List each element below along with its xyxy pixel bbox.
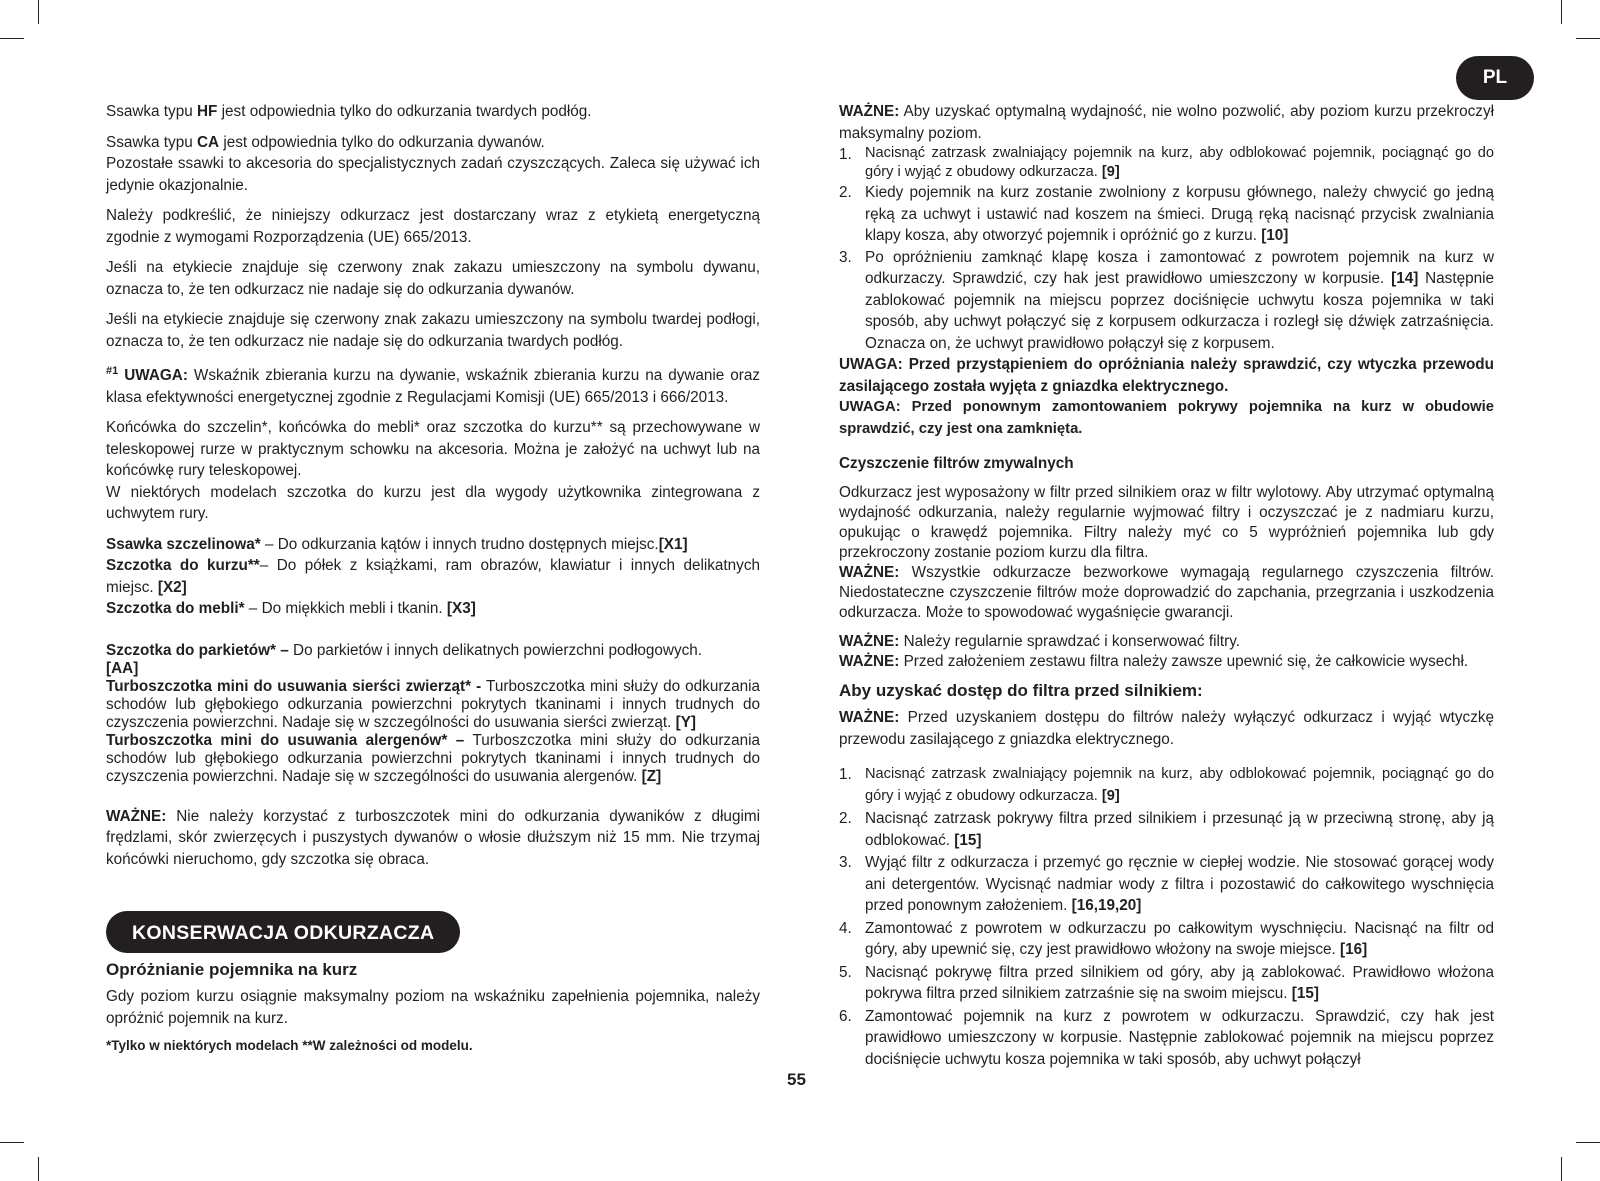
paragraph-filters-important: WAŻNE: Wszystkie odkurzacze bezworkowe wymagają regularnego czyszczenia filtrów. Niedostateczne czyszczenie filtrów może doprowadzić do zapchania, przegrzania i uszkodzenia odkurzacza. Może to spowodować wygaśnięcie gwarancji. <box>839 564 1494 621</box>
paragraph-hf: Ssawka typu HF jest odpowiednia tylko do odkurzania twardych podłóg. <box>106 103 592 120</box>
list-item: 6. Zamontować pojemnik na kurz z powrotem w odkurzaczu. Sprawdzić, czy hak jest prawidłowo umieszczony w korpusie. Następnie zablokować pojemnik na miejscu poprzez dociśnięcie uchwytu kosza pojemnika w taki sposób, aby uchwyt połączył <box>839 1007 1494 1068</box>
heading-access-filter: Aby uzyskać dostęp do filtra przed silnikiem: <box>839 681 1203 700</box>
crop-mark <box>38 1157 39 1181</box>
steps-filter-list <box>839 764 1494 1070</box>
paragraph-integrated-brush: W niektórych modelach szczotka do kurzu jest dla wygody użytkownika zintegrowana z uchwytem rury. <box>106 483 760 523</box>
paragraph-filter-dry: WAŻNE: Przed założeniem zestawu filtra należy zawsze upewnić się, że całkowicie wysechł. <box>839 653 1469 670</box>
steps-empty-list <box>839 144 1494 354</box>
list-item: 2. Kiedy pojemnik na kurz zostanie zwolniony z korpusu głównego, należy chwycić go jedną ręką za uchwyt i ustawić nad koszem na śmieci. Drugą ręką nacisnąć przycisk zwalniania klapy kosza, aby otworzyć pojemnik i opróżnić go z kurzu. [10] <box>839 184 1494 244</box>
accessory-crevice: Ssawka szczelinowa* – Do odkurzania kątów i innych trudno dostępnych miejsc.[X1] <box>106 535 688 553</box>
paragraph-empty-container: Gdy poziom kurzu osiągnie maksymalny poziom na wskaźniku zapełnienia pojemnika, należy opróżnić pojemnik na kurz. <box>106 988 760 1027</box>
list-item: 1. Nacisnąć zatrzask zwalniający pojemnik na kurz, aby odblokować pojemnik, pociągnąć go do góry i wyjąć z obudowy odkurzacza. [9] <box>839 766 1494 804</box>
left-column <box>106 101 760 1057</box>
language-tab: PL <box>1456 56 1534 100</box>
accessory-parquet-brush: Szczotka do parkietów* – Do parkietów i innych delikatnych powierzchni podłogowych. [AA] <box>106 641 702 677</box>
list-item: 5. Nacisnąć pokrywę filtra przed silnikiem od góry, aby ją zablokować. Prawidłowo włożona pokrywa filtra przed silnikiem zatrzaśnie się na swoim miejscu. [15] <box>839 963 1494 1002</box>
right-column <box>839 101 1494 1071</box>
crop-mark <box>0 1142 24 1143</box>
paragraph-access-important: WAŻNE: Przed uzyskaniem dostępu do filtrów należy wyłączyć odkurzacz i wyjąć wtyczkę przewodu zasilającego z gniazdka elektrycznego. <box>839 709 1494 748</box>
crop-mark <box>1561 1157 1562 1181</box>
paragraph-important-max-level: WAŻNE: Aby uzyskać optymalną wydajność, nie wolno pozwolić, aby poziom kurzu przekroczył maksymalny poziom. <box>839 103 1494 142</box>
footnote: *Tylko w niektórych modelach **W zależności od modelu. <box>106 1038 473 1054</box>
paragraph-floor-sign: Jeśli na etykiecie znajduje się czerwony znak zakazu umieszczony na symbolu twardej podłogi, oznacza to, że ten odkurzacz nie nadaje się do odkurzania twardych podłóg. <box>106 311 760 350</box>
list-item: 3. Wyjąć filtr z odkurzacza i przemyć go ręcznie w ciepłej wodzie. Nie stosować gorącej wody ani detergentów. Wycisnąć nadmiar wody z filtra i pozostawić do całkowitego wyschnięcia przed ponownym założeniem. [16,19,20] <box>839 854 1494 914</box>
filters-block <box>839 483 1494 672</box>
paragraph-carpet-sign: Jeśli na etykiecie znajduje się czerwony znak zakazu umieszczony na symbolu dywanu, oznacza to, że ten odkurzacz nie nadaje się do odkurzania dywanów. <box>106 259 760 298</box>
section-banner: KONSERWACJA ODKURZACZA <box>106 911 460 953</box>
paragraph-energy-label: Należy podkreślić, że niniejszy odkurzacz jest dostarczany wraz z etykietą energetyczną zgodnie z wymogami Rozporządzenia (UE) 665/2013. <box>106 207 760 246</box>
crop-mark <box>38 0 39 24</box>
heading-empty-container: Opróżnianie pojemnika na kurz <box>106 960 358 980</box>
paragraph-check-filters: WAŻNE: Należy regularnie sprawdzać i konserwować filtry. <box>839 633 1240 650</box>
crop-mark <box>1561 0 1562 24</box>
accessory-pet-turbo-brush: Turboszczotka mini do usuwania sierści zwierząt* - Turboszczotka mini służy do odkurzania schodów lub głębokiego odkurzania powierzchni pokrytych tkaninami i innych trudnych do czyszczenia powierzchni. Nadaje się w szczególności do usuwania sierści zwierząt. [Y] <box>106 677 760 731</box>
list-item: 3. Po opróżnieniu zamknąć klapę kosza i zamontować z powrotem pojemnik na kurz w odkurzaczy. Sprawdzić, czy hak jest prawidłowo umieszczony w korpusie. [14] Następnie zablokować pojemnik na miejscu poprzez dociśnięcie uchwytu kosza pojemnika w taki sposób, aby uchwyt połączyć się z korpusem odkurzacza i rozległ się dźwięk zatrzaśnięcia. Oznacza on, że uchwyt prawidłowo połączył się z korpusem. <box>839 248 1494 352</box>
paragraph-filters: Odkurzacz jest wyposażony w filtr przed silnikiem oraz w filtr wylotowy. Aby utrzymać optymalną wydajność odkurzania, należy regularnie wyjmować filtry i oczyszczać je z nadmiaru kurzu, opukując o krawędź pojemnika. Filtry należy myć co 5 wypróżnień pojemnika lub gdy przekroczony zostanie poziom kurzu dla filtra. <box>839 484 1494 561</box>
crop-mark <box>1576 38 1600 39</box>
paragraph-accessory-storage: Końcówka do szczelin*, końcówka do mebli* oraz szczotka do kurzu** są przechowywane w teleskopowej rurze w praktycznym schowku na akcesoria. Można je założyć na uchwyt lub na końcówkę rury teleskopowej. <box>106 419 760 480</box>
page-number: 55 <box>787 1070 806 1089</box>
accessory-allergen-turbo-brush: Turboszczotka mini do usuwania alergenów* – Turboszczotka mini służy do odkurzania schodów lub głębokiego odkurzania powierzchni pokrytych tkaninami i innych trudnych do czyszczenia powierzchni. Nadaje się w szczególności do usuwania alergenów. [Z] <box>106 731 760 785</box>
paragraph-ca: Ssawka typu CA jest odpowiednia tylko do odkurzania dywanów. Pozostałe ssawki to akcesoria do specjalistycznych zadań czyszczących. Zaleca się używać ich jedynie okazjonalnie. <box>106 133 760 194</box>
accessory-dust-brush: Szczotka do kurzu**– Do półek z książkami, ram obrazów, klawiatur i innych delikatnych miejsc. [X2] <box>106 557 760 596</box>
accessory-furniture-brush: Szczotka do mebli* – Do miękkich mebli i tkanin. [X3] <box>106 600 476 618</box>
list-item: 4. Zamontować z powrotem w odkurzaczu po całkowitym wyschnięciu. Nacisnąć na filtr od góry, aby upewnić się, czy jest prawidłowo włożony na swoje miejsce. [16] <box>839 919 1494 958</box>
list-item: 2. Nacisnąć zatrzask pokrywy filtra przed silnikiem i przesunąć ją w przeciwną stronę, aby ją odblokować. [15] <box>839 810 1494 849</box>
crop-mark <box>1576 1142 1600 1143</box>
note-cover-closed: UWAGA: Przed ponownym zamontowaniem pokrywy pojemnika na kurz w obudowie sprawdzić, czy jest ona zamknięta. <box>839 399 1494 437</box>
paragraph-note-1: $^{\#1}$ UWAGA: Wskaźnik zbierania kurzu na dywanie, wskaźnik zbierania kurzu na dywanie oraz klasa efektywności energetycznej zgodnie z Regulacjami Komisji (UE) 665/2013 i 666/2013. <box>106 365 761 406</box>
paragraph-important-turbo: WAŻNE: Nie należy korzystać z turboszczotek mini do odkurzania dywaników z długimi frędzlami, skór zwierzęcych i puszystych dywanów o włosie dłuższym niż 15 mm. Nie trzymaj końcówki nieruchomo, gdy szczotka się obraca. <box>106 807 760 868</box>
heading-washable-filters: Czyszczenie filtrów zmywalnych <box>839 455 1074 472</box>
accessory-block <box>106 642 760 786</box>
crop-mark <box>0 38 24 39</box>
note-unplug: UWAGA: Przed przystąpieniem do opróżniania należy sprawdzić, czy wtyczka przewodu zasilającego została wyjęta z gniazdka elektrycznego. <box>839 356 1494 395</box>
list-item: 1. Nacisnąć zatrzask zwalniający pojemnik na kurz, aby odblokować pojemnik, pociągnąć go do góry i wyjąć z obudowy odkurzacza. [9] <box>839 145 1494 180</box>
